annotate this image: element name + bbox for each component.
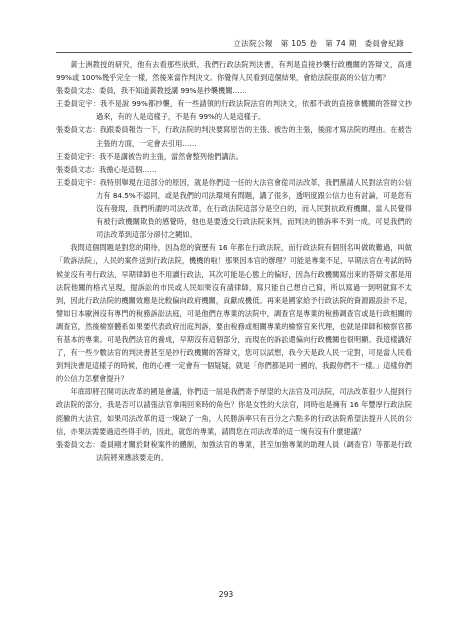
paragraph-text: 我跟委員報告一下，行政法院的判決要寫原告的主張、被告的主張，後面才寫法院的理由。在被告主張的方面，一定會去引用…… bbox=[96, 125, 412, 148]
transcript-paragraph bbox=[56, 150, 412, 163]
paragraph-text: 年底即將召開司法改革的國是會議，你們這一屆是我們寄予厚望的大法官及司法院，司法改革很少人提到行政法院的部分，我是否可以請張法官拿兩回來時的角色？你是女性的大法官，同時也是擁有 16 年豐厚行政法院經驗的大法官，如果司法改革的這一塊缺了一角，人民勝訴率只有百分之六點多的行政法院希望法提升人民的公信，亦果法需要過這些得手的，因此，就您的專業，請問您在司法改革的這一塊有沒有什麼建議？ bbox=[56, 387, 412, 436]
paragraph-text: 我問這個問題是對您的期待，因為您的資歷有 16 年都在行政法院，而行政法院有個別名叫做敗難過，叫做「敗訴法院」，人民的案件送到行政法院，機機的啦！那果因本官的辦理？可能是專業不足，早期法官在考試的時候並沒有考行政法，早期律師也不用讀行政法，其次可能是心態上的偏好，因為行政機關寫出來的答辯文都是用法院他關的格式呈現，提訴訟的市民或人民如果沒有請律師，寫只能自己想自己寫，所以寫過一到明就寫不太到，因此行政法院的機關效應是比較偏向政府機關，貢獻成機低。再來是國家給予行政法院的資源跟設計不足，譬如日本歐洲沒有專門的稅務訴訟法庭，可是他們在專業的法院中，調查官是專業的稅務調查官或是行政相關的調查官，然後檢察體系如果要代表政府出庭判訴，要由稅務或相關專業的檢察官來代理，也就是律師和檢察官都有基本的專業。可是我們法官的養成，早期沒有這個部分，而現在的訴訟還偏向行政機關也很明顯。我這樣講好了，有一些少數法官的判決書甚至是抄行政機關的答辯文，您可以試想，我今天是政人民一定對，可是當人民看到判決書是這樣子的時候，他的心裡一定會有一個疑疑，就是「你們都是同一國的，我跟你們不一樣。」這樣你們的公信力怎麼會提升？ bbox=[56, 243, 412, 384]
page-number: 293 bbox=[218, 590, 234, 599]
paragraph-text: 我不是說 99%都抄襲，有一些請領的行政法院法官的判決文，依那不政的直接拿機關的答辯文抄過來，有的人是這樣子，不是有 99%的人是這樣子。 bbox=[96, 99, 412, 122]
speaker-label: 王委員定宇： bbox=[56, 151, 100, 161]
transcript-paragraph bbox=[56, 438, 412, 464]
transcript-paragraph bbox=[56, 58, 412, 84]
transcript-paragraph bbox=[56, 385, 412, 437]
speaker-label: 張委員文志： bbox=[56, 86, 100, 96]
transcript-paragraph bbox=[56, 163, 412, 176]
transcript-paragraph bbox=[56, 123, 412, 149]
transcript-body bbox=[56, 58, 412, 464]
speaker-label: 王委員定宇： bbox=[56, 177, 100, 187]
paragraph-text: 黃士洲教授的研究，他有去看那些狀紙，我們行政法院判決書，有判是直接抄襲行政機關的答辯文，高達 99%或 100%幾乎完全一樣，然後來當作判決文。你覺得人民看到這個結果，會給法院很高的公信力嗎？ bbox=[56, 60, 412, 83]
speaker-label: 張委員文志： bbox=[56, 164, 100, 174]
paragraph-text: 委員剛才關於財稅案件的體制，加強法官的專業，甚至加強專業的助理人員（調查官）等都是行政法院將來應該要走的。 bbox=[96, 439, 412, 462]
running-header: 立法院公報 第 105 卷 第 74 期 委員會紀錄 bbox=[233, 39, 404, 48]
paragraph-text: 我特別舉現在這部分的原因，就是你們這一任的大法官會從司法改革，我們黨請人民對法官的公信力有 84.5%不認同，或是我們的司法環境有問題，講了很多，透明度跟公信力也有討論，可是您有沒有發現，我們所謂的司法改革，在行政法院這部分是空白的，而人民對抗政府機關，當人民覺得有被行政機關欺負的感覺時，他也是要透交行政法院來判，而判決的勝訴率不到一成，可見我們的司法改革到這部分卻付之闕如。 bbox=[96, 177, 412, 240]
speaker-label: 王委員定宇： bbox=[56, 99, 101, 109]
speaker-label: 張委員文志： bbox=[56, 125, 100, 135]
transcript-paragraph bbox=[56, 241, 412, 385]
transcript-paragraph bbox=[56, 176, 412, 241]
speaker-label: 張委員文志： bbox=[56, 439, 100, 449]
paragraph-text: 我不是講被告的主張，當然會整列他們講法。 bbox=[99, 151, 243, 161]
paragraph-text: 我擔心是這個…… bbox=[99, 164, 157, 174]
transcript-paragraph bbox=[56, 97, 412, 123]
paragraph-text: 委員，我不知道黃教授講 99%是抄襲機關…… bbox=[99, 86, 247, 96]
transcript-paragraph bbox=[56, 84, 412, 97]
header-rule bbox=[56, 52, 412, 53]
